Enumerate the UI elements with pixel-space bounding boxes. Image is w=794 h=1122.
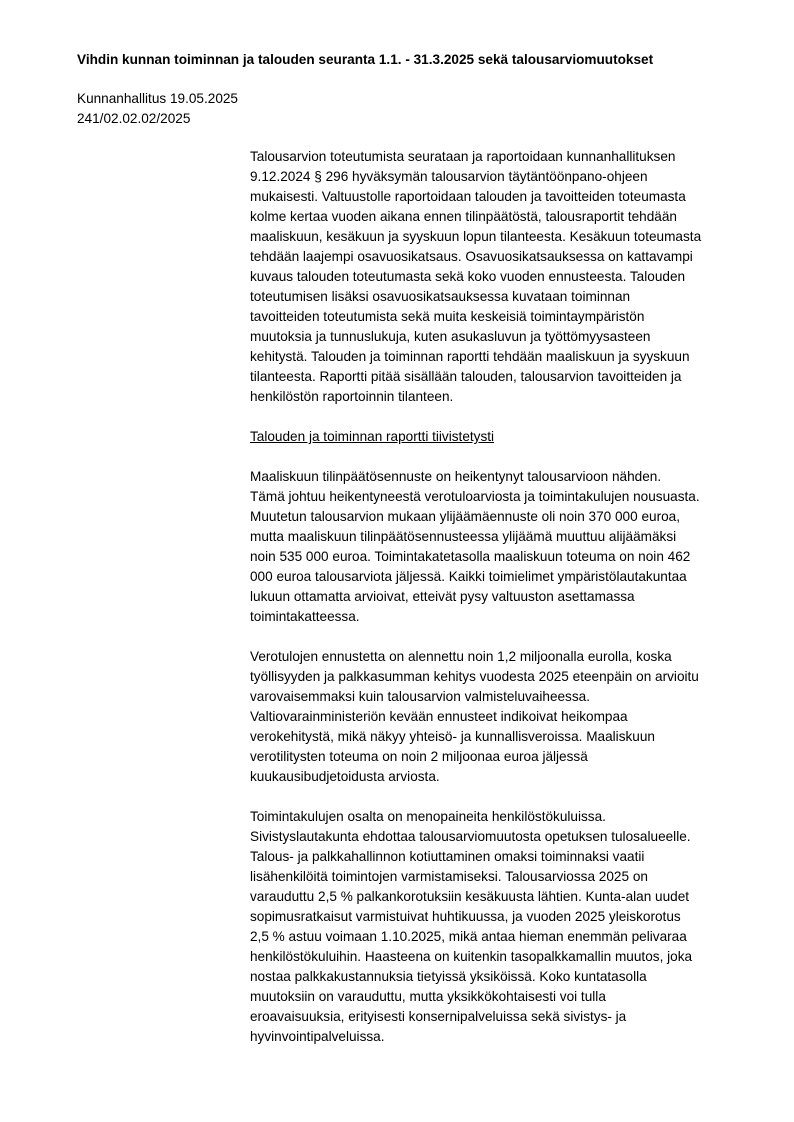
text-line: muutoksia ja tunnuslukuja, kuten asukasluvun ja työttömyysasteen bbox=[250, 329, 651, 344]
text-line: henkilöstökuluihin. Haasteena on kuitenkin tasopalkkamallin muutos, joka bbox=[250, 949, 693, 964]
text-line: kehitystä. Talouden ja toiminnan raportti tehdään maaliskuun ja syyskuun bbox=[250, 349, 690, 364]
text-line: lisähenkilöitä toimintojen varmistamiseksi. Talousarviossa 2025 on bbox=[250, 869, 648, 884]
document-body bbox=[250, 147, 750, 1047]
text-line: tavoitteiden toteutumista sekä muita keskeisiä toimintaympäristön bbox=[250, 309, 645, 324]
text-line: henkilöstön raportoinnin tilanteen. bbox=[250, 389, 454, 404]
text-line: Maaliskuun tilinpäätösennuste on heikentynyt talousarvioon nähden. bbox=[250, 469, 662, 484]
text-line: verokehitystä, mikä näkyy yhteisö- ja kunnallisveroissa. Maaliskuun bbox=[250, 729, 655, 744]
text-line: Talous- ja palkkahallinnon kotiuttaminen omaksi toiminnaksi vaatii bbox=[250, 849, 645, 864]
text-line: 2,5 % astuu voimaan 1.10.2025, mikä antaa hieman enemmän pelivaraa bbox=[250, 929, 687, 944]
text-line: noin 535 000 euroa. Toimintakatetasolla maaliskuun toteuma on noin 462 bbox=[250, 549, 691, 564]
text-line: työllisyyden ja palkkasumman kehitys vuodesta 2025 eteenpäin on arvioitu bbox=[250, 669, 699, 684]
text-line: toteutumisen lisäksi osavuosikatsauksessa kuvataan toiminnan bbox=[250, 289, 631, 304]
text-line: nostaa palkkakustannuksia tietyissä yksiköissä. Koko kuntatasolla bbox=[250, 969, 647, 984]
text-line: Sivistyslautakunta ehdottaa talousarviomuutosta opetuksen tulosalueelle. bbox=[250, 829, 691, 844]
text-line: 9.12.2024 § 296 hyväksymän talousarvion täytäntöönpano-ohjeen bbox=[250, 169, 648, 184]
paragraph-forecast bbox=[250, 467, 750, 627]
text-line: mukaisesti. Valtuustolle raportoidaan talouden ja tavoitteiden toteumasta bbox=[250, 189, 686, 204]
section-heading: Talouden ja toiminnan raportti tiivistetysti bbox=[250, 429, 495, 444]
text-line: Tämä johtuu heikentyneestä verotuloarviosta ja toimintakulujen nousuasta. bbox=[250, 489, 700, 504]
text-line: tehdään laajempi osavuosikatsaus. Osavuosikatsauksessa on kattavampi bbox=[250, 249, 693, 264]
paragraph-intro bbox=[250, 147, 750, 407]
text-line: Talousarvion toteutumista seurataan ja raportoidaan kunnanhallituksen bbox=[250, 149, 676, 164]
text-line: kuukausibudjetoidusta arviosta. bbox=[250, 769, 440, 784]
text-line: Toimintakulujen osalta on menopaineita henkilöstökuluissa. bbox=[250, 809, 606, 824]
text-line: lukuun ottamatta arvioivat, etteivät pysy valtuuston asettamassa bbox=[250, 589, 635, 604]
text-line: varovaisemmaksi kuin talousarvion valmisteluvaiheessa. bbox=[250, 689, 590, 704]
text-line: muutoksiin on varauduttu, mutta yksikkökohtaisesti voi tulla bbox=[250, 989, 606, 1004]
paragraph-operating-costs bbox=[250, 807, 750, 1047]
record-number: 241/02.02.02/2025 bbox=[77, 111, 191, 126]
text-line: kuvaus talouden toteutumasta sekä koko vuoden ennusteesta. Talouden bbox=[250, 269, 686, 284]
document-meta bbox=[77, 89, 238, 129]
paragraph-tax-revenue bbox=[250, 647, 750, 787]
text-line: kolme kertaa vuoden aikana ennen tilinpäätöstä, talousraportit tehdään bbox=[250, 209, 677, 224]
text-line: hyvinvointipalveluissa. bbox=[250, 1029, 385, 1044]
meeting-date: Kunnanhallitus 19.05.2025 bbox=[77, 91, 238, 106]
text-line: Valtiovarainministeriön kevään ennusteet indikoivat heikompaa bbox=[250, 709, 628, 724]
text-line: toimintakatteessa. bbox=[250, 609, 360, 624]
text-line: mutta maaliskuun tilinpäätösennusteessa ylijäämä muuttuu alijäämäksi bbox=[250, 529, 677, 544]
text-line: Muutetun talousarvion mukaan ylijäämäennuste oli noin 370 000 euroa, bbox=[250, 509, 680, 524]
document-title: Vihdin kunnan toiminnan ja talouden seuranta 1.1. - 31.3.2025 sekä talousarviomuutokset bbox=[77, 52, 654, 67]
text-line: tilanteesta. Raportti pitää sisällään talouden, talousarvion tavoitteiden ja bbox=[250, 369, 682, 384]
text-line: sopimusratkaisut varmistuivat huhtikuussa, ja vuoden 2025 yleiskorotus bbox=[250, 909, 681, 924]
text-line: Verotulojen ennustetta on alennettu noin 1,2 miljoonalla eurolla, koska bbox=[250, 649, 672, 664]
text-line: 000 euroa talousarviota jäljessä. Kaikki toimielimet ympäristölautakuntaa bbox=[250, 569, 687, 584]
text-line: verotilitysten toteuma on noin 2 miljoonaa euroa jäljessä bbox=[250, 749, 588, 764]
text-line: eroavaisuuksia, erityisesti konsernipalveluissa sekä sivistys- ja bbox=[250, 1009, 627, 1024]
text-line: maaliskuun, kesäkuun ja syyskuun lopun tilanteesta. Kesäkuun toteumasta bbox=[250, 229, 702, 244]
text-line: varauduttu 2,5 % palkankorotuksiin kesäkuusta lähtien. Kunta-alan uudet bbox=[250, 889, 690, 904]
